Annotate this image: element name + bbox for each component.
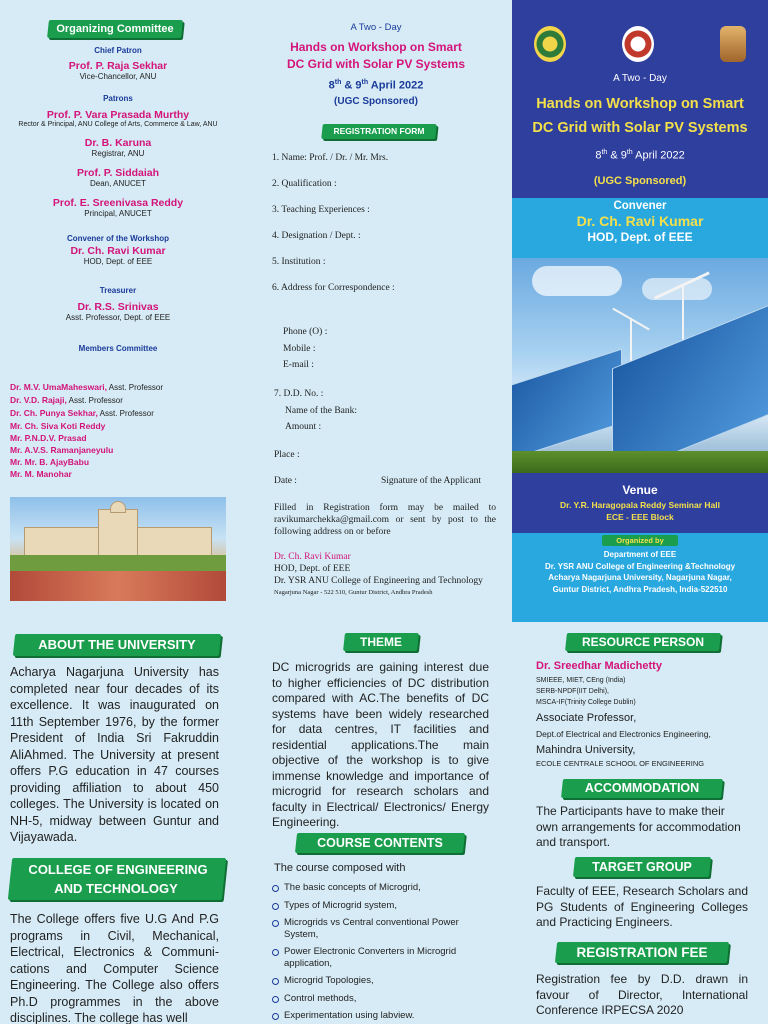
list-item: Types of Microgrid system,	[272, 900, 488, 912]
convener-label: Convener of the Workshop	[66, 234, 170, 243]
cover-convener-label: Convener	[613, 200, 667, 212]
cover-sponsor: (UGC Sponsored)	[593, 175, 687, 187]
list-item: The basic concepts of Microgrid,	[272, 882, 488, 894]
field-dd-no[interactable]: 7. D.D. No. :	[274, 389, 324, 399]
postal-address	[274, 551, 504, 599]
registration-fee-text: Registration fee by D.D. drawn in favour of Director, International Conference IRPECSA 2020	[536, 972, 748, 1017]
field-address[interactable]: 6. Address for Correspondence :	[272, 283, 395, 293]
organizer-band	[512, 533, 768, 622]
theme-banner: THEME	[343, 633, 419, 651]
resource-cred: SERB-NPDF(IIT Delhi),	[536, 688, 609, 695]
course-contents-banner: COURSE CONTENTS	[295, 833, 465, 853]
field-name[interactable]: 1. Name: Prof. / Dr. / Mr. Mrs.	[272, 153, 389, 163]
resource-person-banner: RESOURCE PERSON	[565, 633, 721, 651]
list-item: Experimentation using labview.	[272, 1010, 488, 1022]
resource-university: Mahindra University,	[536, 744, 636, 756]
treasurer-role: Asst. Professor, Dept. of EEE	[65, 313, 171, 322]
cover-dates: 8th & 9th April 2022	[595, 149, 685, 162]
workshop-title-line-1: Hands on Workshop on Smart	[290, 40, 462, 54]
resource-person-name: Dr. Sreedhar Madichetty	[536, 660, 662, 672]
chief-patron-role: Vice-Chancellor, ANU	[79, 72, 157, 81]
two-day-label: A Two - Day	[350, 22, 402, 33]
address-line: Dr. YSR ANU College of Engineering and Technology	[274, 576, 483, 586]
patron-name: Prof. E. Sreenivasa Reddy	[52, 197, 184, 209]
convener-role: HOD, Dept. of EEE	[83, 257, 153, 266]
chief-patron-name: Prof. P. Raja Sekhar	[68, 60, 168, 72]
member-item: Mr. A.V.S. Ramanjaneyulu	[10, 445, 114, 455]
field-institution[interactable]: 5. Institution :	[272, 257, 326, 267]
registration-fee-banner: REGISTRATION FEE	[555, 942, 729, 963]
field-mobile[interactable]: Mobile :	[283, 343, 316, 354]
field-email[interactable]: E-mail :	[283, 360, 314, 370]
member-item: Dr. M.V. UmaMaheswari, Asst. Professor	[10, 382, 164, 392]
organizing-committee-banner: Organizing Committee	[47, 20, 183, 38]
patron-role: Rector & Principal, ANU College of Arts, Commerce & Law, ANU	[18, 121, 218, 128]
theme-text: DC microgrids are gaining interest due to higher efficiencies of DC distribution compared with AC.The benefits of DC systems have been widely researched for data centres, IT facilities and residential applications.The main objective of the workshop is to give immense knowledge and importance of microgrid for research scholars and faculty in Electrical/ Electronics/ Energy Engineering.	[272, 660, 489, 829]
organizer-address: Department of EEE Dr. YSR ANU College of Engineering &Technology Acharya Nagarjuna University, Nagarjuna Nagar, Guntur District, Andhra Pradesh, India-522510	[544, 550, 736, 594]
cover-panel	[512, 0, 768, 622]
solar-panels-image	[512, 258, 768, 473]
member-item: Dr. Ch. Punya Sekhar, Asst. Professor	[10, 408, 154, 418]
college-banner: COLLEGE OF ENGINEERING AND TECHNOLOGY	[8, 858, 226, 900]
field-qualification[interactable]: 2. Qualification :	[272, 179, 337, 189]
member-item: Mr. Ch. Siva Koti Reddy	[10, 421, 106, 431]
organized-by-label: Organized by	[602, 535, 678, 546]
cover-convener-name: Dr. Ch. Ravi Kumar	[576, 213, 704, 229]
target-group-banner: TARGET GROUP	[573, 857, 711, 877]
patron-name: Prof. P. Vara Prasada Murthy	[46, 109, 190, 121]
cover-two-day: A Two - Day	[613, 73, 667, 84]
mail-note: Filled in Registration form may be mailed to ravikumarchekka@gmail.com or sent by post to the following address on or before	[274, 503, 496, 537]
field-date[interactable]: Date :	[274, 476, 297, 486]
college-emblem-icon	[622, 26, 654, 62]
cover-title: Hands on Workshop on Smart DC Grid with Solar PV Systems	[532, 96, 748, 136]
list-item: Microgrid Topologies,	[272, 975, 488, 987]
college-text: The College offers five U.G And P.G programs in Civil, Mechanical, Electrical, Electronics & Communi-cations and Computer Science Engineering. The College also offers Ph.D programmes in the above disciplines. The college has well	[10, 912, 219, 1024]
committee-list	[0, 46, 236, 353]
patron-role: Registrar, ANU	[91, 149, 145, 158]
dd-fields	[274, 386, 357, 436]
address-line: Nagarjuna Nagar - 522 510, Guntur District, Andhra Pradesh	[274, 589, 433, 596]
sponsor-label: (UGC Sponsored)	[334, 95, 418, 107]
workshop-dates: 8th & 9th April 2022	[328, 79, 424, 92]
patron-role: Dean, ANUCET	[89, 179, 147, 188]
treasurer-label: Treasurer	[99, 286, 137, 295]
venue-text: Dr. Y.R. Haragopala Reddy Seminar Hall ECE - EEE Block	[560, 500, 720, 522]
registration-header	[256, 22, 496, 107]
member-item: Mr. M. Manohar	[10, 469, 72, 479]
list-item: Control methods,	[272, 993, 488, 1005]
member-item: Mr. Mr. B. AjayBabu	[10, 457, 90, 467]
patron-role: Principal, ANUCET	[84, 209, 152, 218]
contact-fields	[283, 324, 327, 374]
target-group-text: Faculty of EEE, Research Scholars and PG Students of Engineering Colleges and Practicing Engineers.	[536, 884, 748, 929]
about-university-banner: ABOUT THE UNIVERSITY	[13, 634, 221, 656]
field-phone[interactable]: Phone (O) :	[283, 327, 328, 337]
accommodation-banner: ACCOMMODATION	[561, 779, 723, 798]
registration-form-banner: REGISTRATION FORM	[321, 124, 437, 139]
chief-patron-label: Chief Patron	[94, 46, 142, 55]
field-place[interactable]: Place :	[274, 450, 300, 460]
university-seal-icon	[534, 26, 566, 62]
member-item: Dr. V.D. Rajaji, Asst. Professor	[10, 395, 123, 405]
address-name: Dr. Ch. Ravi Kumar	[274, 552, 351, 562]
field-bank[interactable]: Name of the Bank:	[285, 405, 358, 416]
workshop-title-line-2: DC Grid with Solar PV Systems	[286, 57, 466, 71]
resource-role: Associate Professor,	[536, 712, 637, 724]
resource-school: ECOLE CENTRALE SCHOOL OF ENGINEERING	[536, 759, 705, 768]
convener-band	[512, 198, 768, 258]
registration-fields	[272, 153, 497, 309]
course-contents-list	[272, 882, 488, 1024]
venue-label: Venue	[622, 483, 658, 497]
patron-name: Dr. B. Karuna	[84, 137, 152, 149]
cover-convener-role: HOD, Dept. of EEE	[587, 230, 693, 244]
field-designation[interactable]: 4. Designation / Dept. :	[272, 231, 361, 241]
university-building-photo	[10, 497, 226, 601]
patron-name: Prof. P. Siddaiah	[76, 167, 160, 179]
applicant-signature: Signature of the Applicant	[381, 476, 481, 486]
accommodation-text: The Participants have to make their own arrangements for accommodation and transport.	[536, 804, 741, 849]
address-line: HOD, Dept. of EEE	[274, 564, 351, 574]
resource-cred: SMIEEE, MIET, CEng (India)	[536, 677, 626, 684]
statue-emblem-icon	[720, 26, 746, 62]
field-amount[interactable]: Amount :	[285, 422, 322, 432]
about-university-text: Acharya Nagarjuna University has completed near four decades of its excellence. It was inaugurated on 11th September 1976, by the former President of India Sri Fakruddin AliAhmed. The University at present offers P.G education in 47 courses providing affiliation to about 450 colleges. The University is located on NH-5, midway between Guntur and Vijayawada.	[10, 665, 219, 844]
patrons-label: Patrons	[103, 94, 133, 103]
list-item: Power Electronic Converters in Microgrid application,	[272, 946, 488, 969]
members-label: Members Committee	[78, 344, 158, 353]
resource-cred: MSCA-IF(Trinity College Dublin)	[536, 699, 636, 706]
member-item: Mr. P.N.D.V. Prasad	[10, 433, 87, 443]
resource-person-block	[536, 660, 761, 768]
list-item: Microgrids vs Central conventional Power System,	[272, 917, 488, 940]
field-experience[interactable]: 3. Teaching Experiences :	[272, 205, 370, 215]
convener-name: Dr. Ch. Ravi Kumar	[70, 245, 166, 257]
resource-dept: Dept.of Electrical and Electronics Engineering,	[536, 729, 711, 739]
course-intro: The course composed with	[274, 862, 406, 874]
treasurer-name: Dr. R.S. Srinivas	[77, 301, 159, 313]
members-list	[10, 381, 236, 480]
